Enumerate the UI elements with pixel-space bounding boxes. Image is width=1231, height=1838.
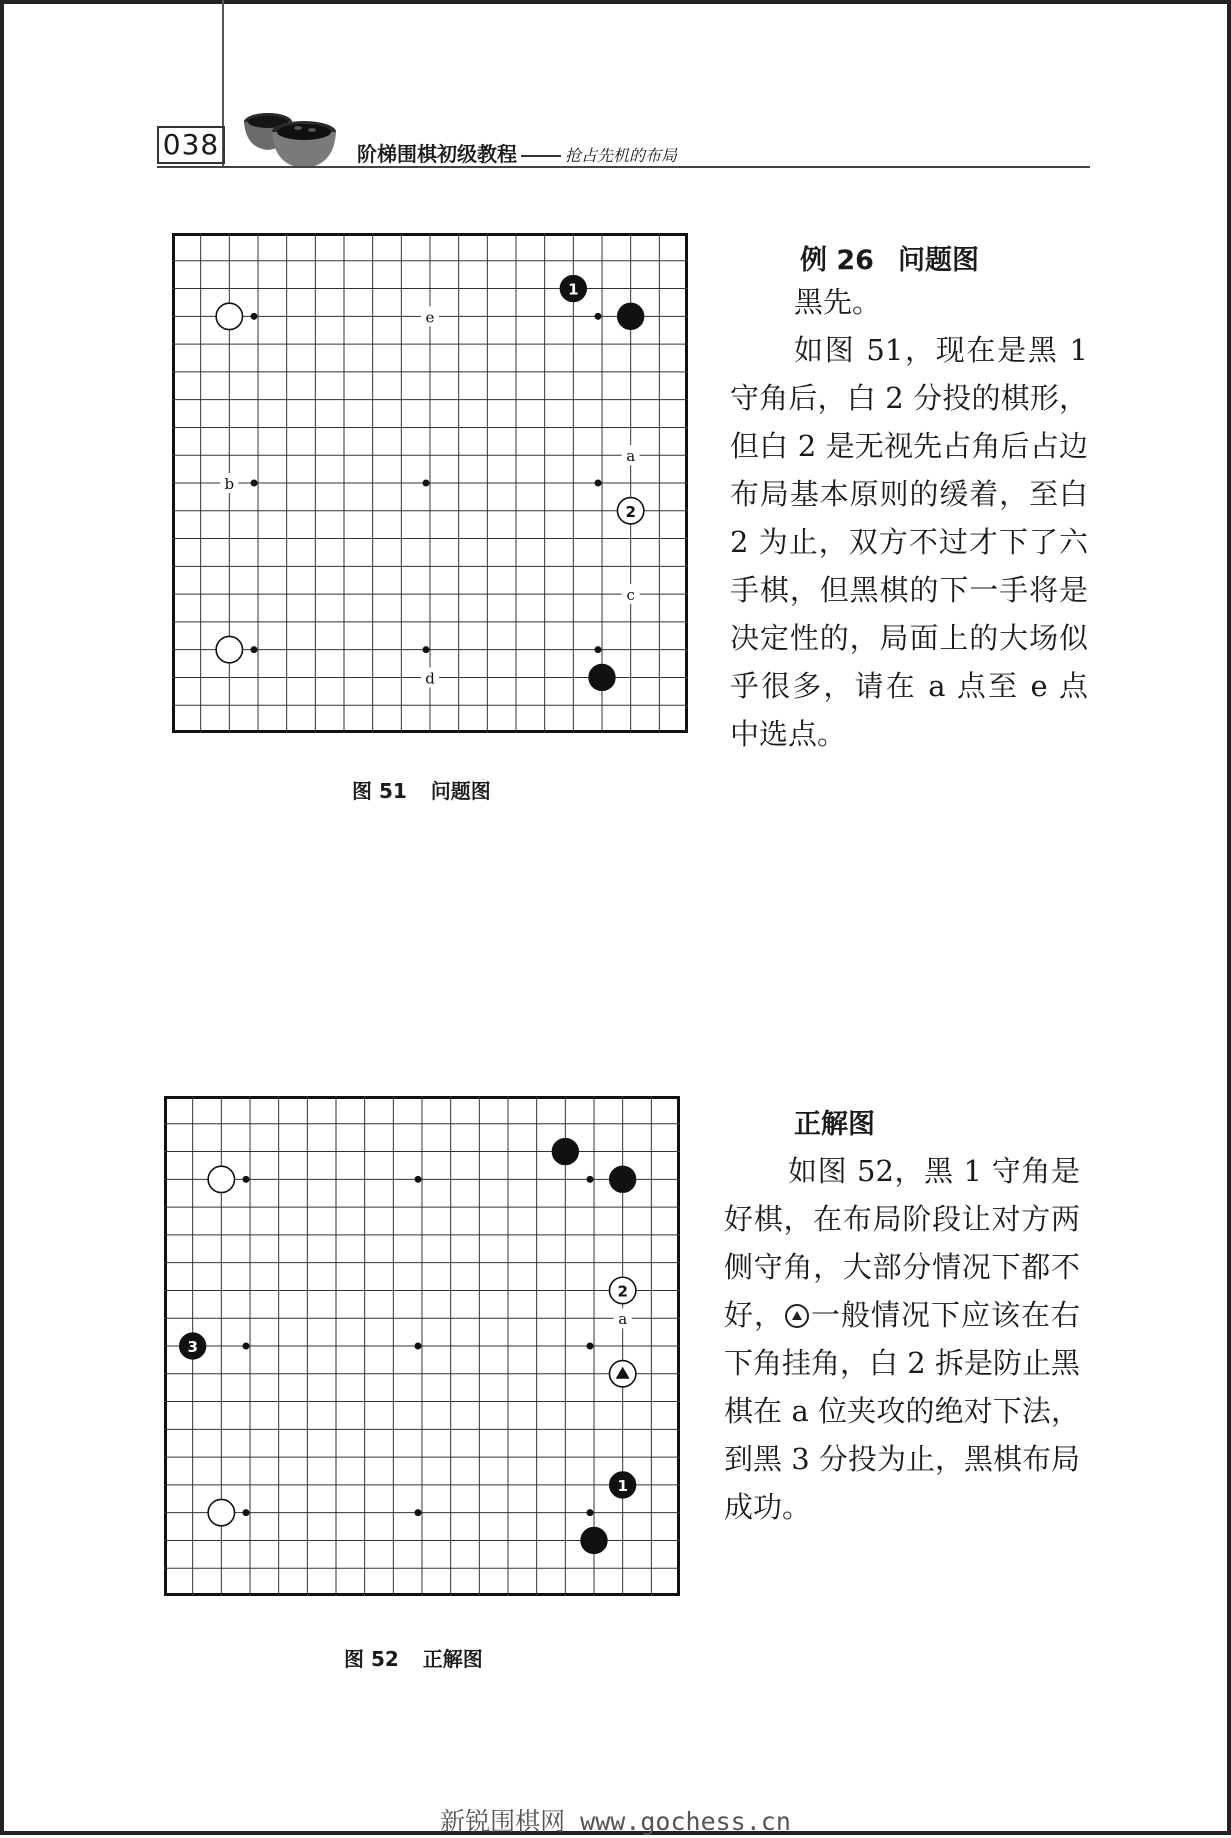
board52-white-stone <box>208 1166 234 1192</box>
chapter-title: 抢占先机的布局 <box>565 146 678 165</box>
solution-title: 正解图 <box>794 1109 875 1140</box>
board52-point-label-a: a <box>618 1310 628 1329</box>
figure-51-caption <box>352 775 515 804</box>
board51-black-stone <box>617 303 643 329</box>
header-rule <box>157 166 1090 168</box>
board52-move-number-1: 1 <box>617 1476 628 1495</box>
board51-point-label-b: b <box>224 475 235 493</box>
board51-point-label-d: d <box>425 669 435 688</box>
figure-label: 图 52 <box>344 1647 399 1671</box>
board52-star-point <box>243 1509 250 1516</box>
board52-star-point <box>415 1343 422 1350</box>
solution-text-before: 如图 52，黑 1 守角是好棋，在布局阶段让对方两侧守角，大部分情况下都不好， <box>724 1154 1080 1332</box>
board51-black-stone <box>589 664 615 690</box>
board52-star-point <box>415 1176 422 1183</box>
go-board-figure-52 <box>164 1096 680 1596</box>
board51-star-point <box>251 646 258 653</box>
figure-52-caption <box>344 1643 507 1672</box>
go-bowls-icon <box>240 108 350 170</box>
problem-label: 例 26 <box>800 245 874 276</box>
triangle-stone-icon <box>785 1304 809 1328</box>
solution-text-after: 一般情况下应该在右下角挂角，白 2 拆是防止黑棋在 a 位夹攻的绝对下法，到黑 3 分投为止，黑棋布局成功。 <box>724 1298 1080 1524</box>
problem-paragraph: 如图 51，现在是黑 1 守角后，白 2 分投的棋形，但白 2 是无视先占角后占边布局基本原则的缓着，至白 2 为止，双方不过才下了六手棋，但黑棋的下一手将是决定性的，局面上的大场似乎很多，请在 a 点至 e 点中选点。 <box>730 333 1088 751</box>
board52-star-point <box>587 1176 594 1183</box>
running-header <box>357 138 677 167</box>
board51-star-point <box>595 313 602 320</box>
book-title: 阶梯围棋初级教程 <box>357 142 517 166</box>
board51-point-label-c: c <box>626 586 635 605</box>
page-number: 038 <box>157 126 225 164</box>
board51-point-label-a: a <box>626 447 636 466</box>
problem-name: 问题图 <box>897 245 979 276</box>
board51-star-point <box>423 646 430 653</box>
solution-text <box>724 1147 1080 1531</box>
board51-star-point <box>595 480 602 487</box>
problem-title <box>800 238 979 277</box>
board52-white-stone <box>208 1499 234 1525</box>
board51-star-point <box>423 480 430 487</box>
figure-label: 图 51 <box>352 779 407 803</box>
problem-lead: 黑先。 <box>794 285 882 319</box>
board52-black-stone <box>581 1527 607 1553</box>
solution-paragraph <box>724 1147 1080 1531</box>
board52-star-point <box>587 1509 594 1516</box>
board52-move-number-3: 3 <box>187 1338 198 1356</box>
board51-star-point <box>251 313 258 320</box>
header-dash <box>521 155 561 157</box>
board51-point-label-e: e <box>425 308 435 327</box>
watermark: 新锐围棋网 www.gochess.cn <box>440 1807 791 1836</box>
board51-white-stone <box>216 303 242 329</box>
board51-star-point <box>251 480 258 487</box>
board52-move-number-2: 2 <box>617 1282 628 1301</box>
go-board-figure-51 <box>172 233 688 733</box>
board52-black-stone <box>552 1138 578 1164</box>
board52-star-point <box>415 1509 422 1516</box>
problem-text <box>730 278 1088 758</box>
board52-star-point <box>243 1343 250 1350</box>
board51-move-number-2: 2 <box>625 502 636 521</box>
board52-star-point <box>243 1176 250 1183</box>
figure-name: 正解图 <box>422 1647 483 1671</box>
board52-star-point <box>587 1343 594 1350</box>
board52-black-stone <box>609 1166 635 1192</box>
figure-name: 问题图 <box>430 779 491 803</box>
board51-white-stone <box>216 636 242 662</box>
board51-star-point <box>595 646 602 653</box>
board51-move-number-1: 1 <box>568 280 579 299</box>
